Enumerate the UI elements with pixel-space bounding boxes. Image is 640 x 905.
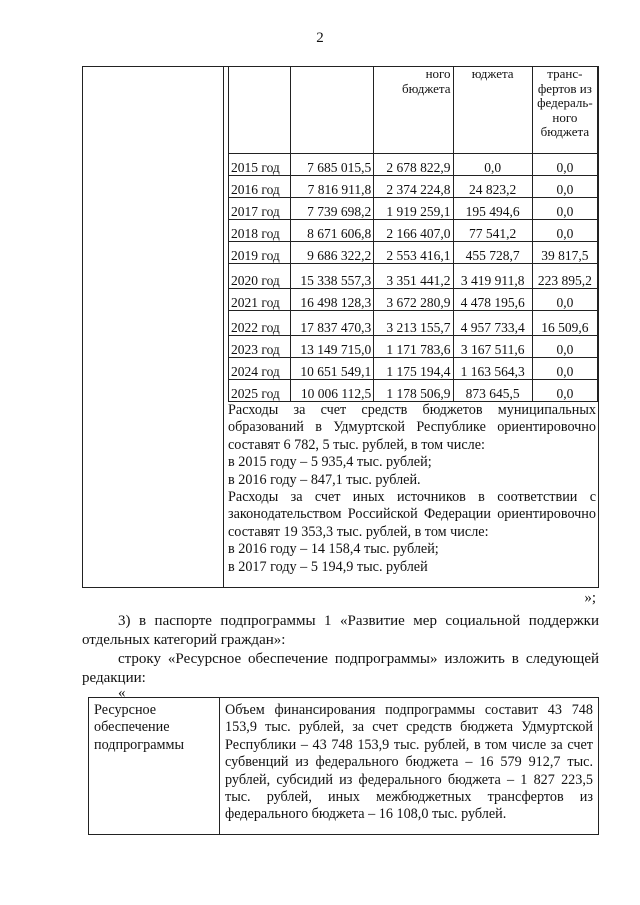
budget-row <box>229 358 598 380</box>
budget-row <box>229 198 598 220</box>
closing-quote: »; <box>584 590 596 606</box>
cell-subsidies: 3 167 511,6 <box>453 336 532 358</box>
cell-transfers: 16 509,6 <box>532 311 597 336</box>
cell-total: 10 006 112,5 <box>290 380 374 402</box>
cell-total: 13 149 715,0 <box>290 336 374 358</box>
funding-block-label-cell <box>83 67 224 587</box>
cell-subsidies: 4 957 733,4 <box>453 311 532 336</box>
resource-provision-text: Объем финансирования подпрограммы составит 43 748 153,9 тыс. рублей, за счет средств бюджета Удмуртской Республики – 43 748 153,9 тыс. рублей, в том числе за счет субвенций из федерального бюджета – 16 579 912,7 тыс. рублей, субсидий из федерального бюджета – 1 827 223,5 тыс. рублей, иных межбюджетных трансфертов из федерального бюджета – 16 108,0 тыс. рублей. <box>225 702 593 823</box>
cell-year: 2025 год <box>229 380 291 402</box>
cell-republic-budget: 2 678 822,9 <box>374 154 453 176</box>
cell-total: 7 816 911,8 <box>290 176 374 198</box>
item-3-replace-line: строку «Ресурсное обеспечение подпрограммы» изложить в следующей редакции: <box>82 651 599 686</box>
funding-notes <box>228 402 596 576</box>
other-sources-expenses-text: Расходы за счет иных источников в соответствии с законодательством Российской Федерации ориентировочно составят 19 353,3 тыс. рублей, в том числе: <box>228 489 596 540</box>
cell-republic-budget: 2 374 224,8 <box>374 176 453 198</box>
cell-subsidies: 77 541,2 <box>453 220 532 242</box>
cell-transfers: 0,0 <box>532 176 597 198</box>
cell-year: 2024 год <box>229 358 291 380</box>
budget-row <box>229 264 598 289</box>
cell-year: 2019 год <box>229 242 291 264</box>
cell-year: 2020 год <box>229 264 291 289</box>
budget-row <box>229 336 598 358</box>
cell-transfers: 0,0 <box>532 198 597 220</box>
cell-total: 7 685 015,5 <box>290 154 374 176</box>
opening-quote: « <box>118 685 126 701</box>
cell-republic-budget: 2 166 407,0 <box>374 220 453 242</box>
budget-by-year-table <box>228 66 598 402</box>
cell-subsidies: 0,0 <box>453 154 532 176</box>
municipal-expenses-2016: в 2016 году – 847,1 тыс. рублей. <box>228 471 421 488</box>
cell-subsidies: 24 823,2 <box>453 176 532 198</box>
cell-total: 17 837 470,3 <box>290 311 374 336</box>
cell-total: 15 338 557,3 <box>290 264 374 289</box>
cell-subsidies: 4 478 195,6 <box>453 289 532 311</box>
budget-row <box>229 220 598 242</box>
cell-transfers: 0,0 <box>532 358 597 380</box>
budget-row <box>229 380 598 402</box>
header-cell-republic-budget: ного бюджета <box>374 67 453 154</box>
cell-republic-budget: 3 672 280,9 <box>374 289 453 311</box>
cell-year: 2016 год <box>229 176 291 198</box>
cell-transfers: 0,0 <box>532 336 597 358</box>
cell-republic-budget: 1 178 506,9 <box>374 380 453 402</box>
cell-subsidies: 1 163 564,3 <box>453 358 532 380</box>
funding-block-content-cell <box>223 67 598 587</box>
cell-year: 2022 год <box>229 311 291 336</box>
header-cell-subsidies: юджета <box>453 67 532 154</box>
funding-block <box>82 66 599 588</box>
cell-subsidies: 195 494,6 <box>453 198 532 220</box>
cell-total: 16 498 128,3 <box>290 289 374 311</box>
cell-year: 2017 год <box>229 198 291 220</box>
cell-subsidies: 455 728,7 <box>453 242 532 264</box>
cell-transfers: 0,0 <box>532 220 597 242</box>
resource-provision-table <box>88 697 599 835</box>
budget-row <box>229 154 598 176</box>
cell-year: 2015 год <box>229 154 291 176</box>
cell-subsidies: 873 645,5 <box>453 380 532 402</box>
cell-republic-budget: 1 171 783,6 <box>374 336 453 358</box>
cell-total: 8 671 606,8 <box>290 220 374 242</box>
budget-header-row <box>229 67 598 154</box>
cell-year: 2023 год <box>229 336 291 358</box>
cell-republic-budget: 3 213 155,7 <box>374 311 453 336</box>
item-3-text: 3) в паспорте подпрограммы 1 «Развитие мер социальной поддержки отдельных категорий граждан»: <box>82 613 599 648</box>
other-sources-expenses-2016: в 2016 году – 14 158,4 тыс. рублей; <box>228 541 439 558</box>
budget-row <box>229 311 598 336</box>
cell-transfers: 0,0 <box>532 289 597 311</box>
cell-subsidies: 3 419 911,8 <box>453 264 532 289</box>
cell-republic-budget: 1 175 194,4 <box>374 358 453 380</box>
budget-table-body <box>229 67 598 402</box>
cell-republic-budget: 1 919 259,1 <box>374 198 453 220</box>
cell-republic-budget: 3 351 441,2 <box>374 264 453 289</box>
resource-provision-label: Ресурсное обеспечение подпрограммы <box>89 698 220 834</box>
cell-total: 7 739 698,2 <box>290 198 374 220</box>
cell-year: 2021 год <box>229 289 291 311</box>
cell-transfers: 39 817,5 <box>532 242 597 264</box>
cell-year: 2018 год <box>229 220 291 242</box>
cell-transfers: 0,0 <box>532 380 597 402</box>
budget-row <box>229 176 598 198</box>
cell-transfers: 0,0 <box>532 154 597 176</box>
header-cell-transfers: транс-фертов из федераль-ного бюджета <box>532 67 597 154</box>
municipal-expenses-2015: в 2015 году – 5 935,4 тыс. рублей; <box>228 454 432 471</box>
header-cell-year <box>229 67 291 154</box>
other-sources-expenses-2017: в 2017 году – 5 194,9 тыс. рублей <box>228 558 428 575</box>
cell-total: 10 651 549,1 <box>290 358 374 380</box>
cell-total: 9 686 322,2 <box>290 242 374 264</box>
header-cell-total <box>290 67 374 154</box>
cell-republic-budget: 2 553 416,1 <box>374 242 453 264</box>
budget-row <box>229 242 598 264</box>
municipal-expenses-text: Расходы за счет средств бюджетов муниципальных образований в Удмуртской Республике ориентировочно составят 6 782, 5 тыс. рублей, в том числе: <box>228 402 596 453</box>
budget-row <box>229 289 598 311</box>
page-number: 2 <box>316 30 324 46</box>
cell-transfers: 223 895,2 <box>532 264 597 289</box>
